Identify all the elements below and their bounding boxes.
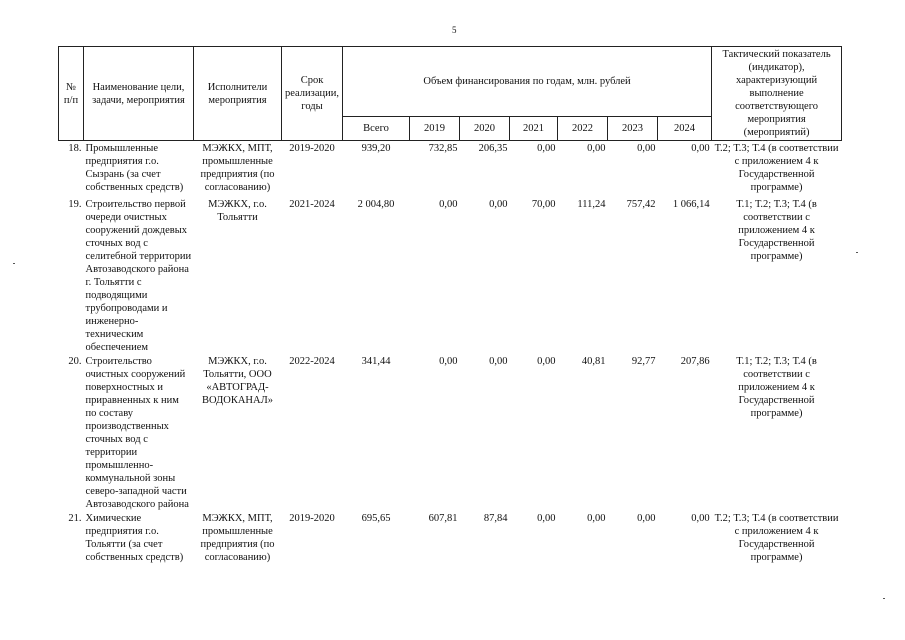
row-value: 0,00: [637, 143, 656, 154]
row-value: 0,00: [489, 199, 508, 210]
row-name: Строительство очистных сооружений поверхностных и приравненных к ним по составу производственных сточных вод с территории промышленно-коммунальной зоны северо-западной части Автозаводского района: [85, 356, 189, 510]
row-term: 2019-2020: [289, 143, 335, 154]
header-year: 2019: [410, 116, 460, 140]
row-value: 87,84: [483, 513, 508, 524]
row-value: 607,81: [428, 513, 458, 524]
row-value: 0,00: [537, 143, 556, 154]
header-name: Наименование цели, задачи, мероприятия: [84, 47, 194, 141]
funding-table: [58, 46, 842, 564]
table-row: [59, 197, 842, 354]
row-value: 207,86: [680, 356, 710, 367]
row-value: 0,00: [439, 356, 458, 367]
row-value: 40,81: [581, 356, 606, 367]
row-value: 0,00: [587, 513, 606, 524]
row-value: 732,85: [428, 143, 458, 154]
row-number: 19.: [68, 199, 82, 210]
row-executors: МЭЖКХ, МПТ, промышленные предприятия (по согласованию): [200, 513, 275, 563]
row-term: 2021-2024: [289, 199, 335, 210]
row-name: Химические предприятия г.о. Тольятти (за счет собственных средств): [85, 513, 184, 563]
row-name: Промышленные предприятия г.о. Сызрань (за счет собственных средств): [85, 143, 184, 193]
scan-speck: [883, 598, 885, 599]
row-indicator: Т.1; Т.2; Т.3; Т.4 (в соответствии с приложением 4 к Государственной программе): [736, 356, 817, 419]
header-year: 2020: [460, 116, 510, 140]
row-term: 2022-2024: [289, 356, 335, 367]
table-row: [59, 141, 842, 198]
row-value: 206,35: [478, 143, 508, 154]
header-executors: Исполнители мероприятия: [194, 47, 282, 141]
row-value: 111,24: [577, 199, 606, 210]
header-year: 2023: [608, 116, 658, 140]
row-executors: МЭЖКХ, г.о. Тольятти, ООО «АВТОГРАД-ВОДОКАНАЛ»: [202, 356, 273, 406]
row-indicator: Т.1; Т.2; Т.3; Т.4 (в соответствии с приложением 4 к Государственной программе): [736, 199, 817, 262]
row-value: 0,00: [537, 356, 556, 367]
row-value: 0,00: [537, 513, 556, 524]
header-funding: Объем финансирования по годам, млн. рублей: [343, 47, 712, 117]
row-number: 18.: [68, 143, 82, 154]
row-total: 695,65: [361, 513, 391, 524]
row-value: 0,00: [587, 143, 606, 154]
row-number: 21.: [68, 513, 82, 524]
row-number: 20.: [68, 356, 82, 367]
row-value: 0,00: [637, 513, 656, 524]
table-row: [59, 354, 842, 511]
row-executors: МЭЖКХ, г.о. Тольятти: [208, 199, 267, 223]
row-executors: МЭЖКХ, МПТ, промышленные предприятия (по согласованию): [200, 143, 275, 193]
header-indicator: Тактический показатель (индикатор), характеризующий выполнение соответствующего мероприятия (мероприятий): [712, 47, 842, 141]
header-year: 2021: [510, 116, 558, 140]
table-row: [59, 511, 842, 564]
row-value: 0,00: [691, 143, 710, 154]
row-value: 1 066,14: [672, 199, 710, 210]
row-total: 939,20: [361, 143, 391, 154]
row-name: Строительство первой очереди очистных сооружений дождевых сточных вод с селитебной территории Автозаводского района г. Тольятти с подводящими трубопроводами и инженерно-техническим обеспечением: [85, 199, 192, 353]
row-indicator: Т.2; Т.3; Т.4 (в соответствии с приложением 4 к Государственной программе): [714, 143, 839, 193]
header-total: Всего: [343, 116, 410, 140]
row-term: 2019-2020: [289, 513, 335, 524]
header-term: Срок реализации, годы: [282, 47, 343, 141]
scan-speck: [856, 252, 858, 253]
row-value: 92,77: [631, 356, 656, 367]
row-value: 0,00: [489, 356, 508, 367]
header-year: 2022: [558, 116, 608, 140]
row-value: 0,00: [691, 513, 710, 524]
page-number: 5: [452, 25, 457, 35]
row-value: 757,42: [626, 199, 656, 210]
row-indicator: Т.2; Т.3; Т.4 (в соответствии с приложением 4 к Государственной программе): [714, 513, 839, 563]
row-total: 341,44: [361, 356, 391, 367]
header-year: 2024: [658, 116, 712, 140]
header-num: № п/п: [59, 47, 84, 141]
scan-speck: [13, 263, 15, 264]
row-value: 70,00: [531, 199, 556, 210]
row-total: 2 004,80: [357, 199, 395, 210]
row-value: 0,00: [439, 199, 458, 210]
